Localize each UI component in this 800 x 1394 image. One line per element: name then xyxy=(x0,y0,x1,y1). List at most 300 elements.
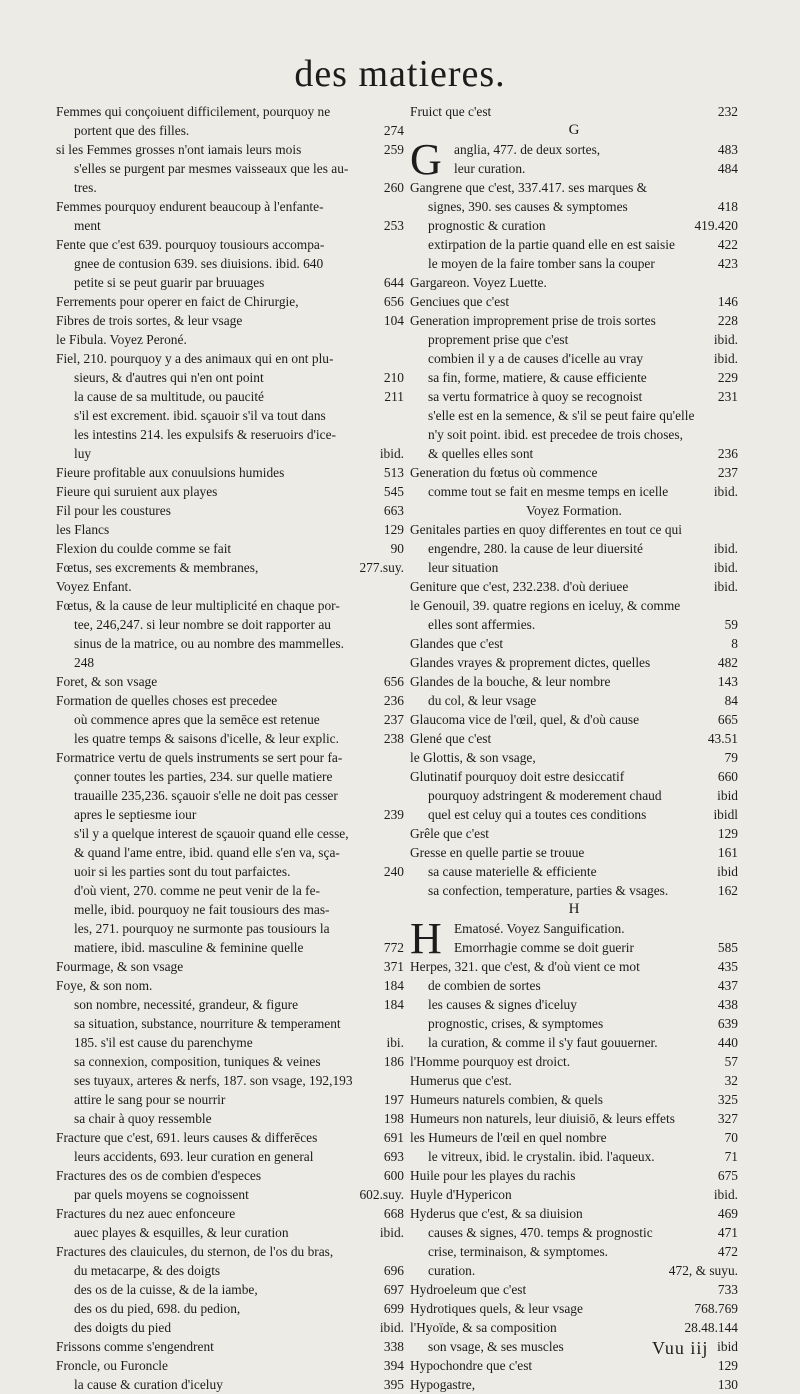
index-entry-page-ref: 768.769 xyxy=(691,1299,738,1318)
index-entry xyxy=(56,995,404,1014)
index-entry-text: & quand l'ame entre, ibid. quand elle s'en va, sça- xyxy=(74,845,340,860)
index-entry-page-ref: ibid. xyxy=(711,482,738,501)
index-entry-text: la cause de sa multitude, ou paucité xyxy=(74,389,265,404)
index-entry-page-ref: 129 xyxy=(381,520,404,539)
index-entry xyxy=(56,1318,404,1337)
index-entry-page-ref: 253 xyxy=(381,216,404,235)
index-entry-page-ref: ibid. xyxy=(377,444,404,463)
index-entry-page-ref: 129 xyxy=(715,824,738,843)
index-entry-page-ref: 644 xyxy=(381,273,404,292)
index-entry xyxy=(410,273,738,292)
index-entry-text: s'il y a quelque interest de sçauoir quand elle cesse, xyxy=(74,826,349,841)
index-entry-page-ref: 325 xyxy=(715,1090,738,1109)
index-entry xyxy=(56,1090,404,1109)
index-entry xyxy=(410,824,738,843)
index-entry xyxy=(56,1109,404,1128)
index-entry xyxy=(410,1261,738,1280)
index-entry xyxy=(410,900,738,919)
index-entry-text: Femmes pourquoy endurent beaucoup à l'enfante- xyxy=(56,199,324,214)
index-entry xyxy=(410,558,738,577)
index-entry xyxy=(56,1337,404,1356)
index-entry-text: n'y soit point. ibid. est precedee de trois choses, xyxy=(428,427,683,442)
index-entry xyxy=(410,501,738,520)
index-entry-page-ref: 471 xyxy=(715,1223,738,1242)
index-entry-text: les, 271. pourquoy ne surmonte pas tousiours la xyxy=(74,921,330,936)
index-entry-text: Fiel, 210. pourquoy y a des animaux qui en ont plu- xyxy=(56,351,334,366)
index-entry-page-ref: 697 xyxy=(381,1280,404,1299)
index-entry-text: sa chair à quoy ressemble xyxy=(74,1111,212,1126)
index-entry-text: tee, 246,247. si leur nombre se doit rapporter au xyxy=(74,617,331,632)
index-entry xyxy=(410,843,738,862)
index-entry xyxy=(410,178,738,197)
index-entry xyxy=(410,995,738,1014)
index-entry-text: signes, 390. ses causes & symptomes xyxy=(428,199,628,214)
index-entry-text: & quelles elles sont xyxy=(428,446,534,461)
index-entry-page-ref: 277.suy. xyxy=(356,558,404,577)
index-entry-page-ref: 259 xyxy=(381,140,404,159)
index-entry xyxy=(410,767,738,786)
index-entry xyxy=(410,710,738,729)
index-entry-text: apres le septiesme iour xyxy=(74,807,197,822)
index-entry-page-ref: 483 xyxy=(715,140,738,159)
index-entry-page-ref: 186 xyxy=(381,1052,404,1071)
index-entry-page-ref: 691 xyxy=(381,1128,404,1147)
index-entry-text: d'où vient, 270. comme ne peut venir de la fe- xyxy=(74,883,320,898)
index-entry-text: Gargareon. Voyez Luette. xyxy=(410,275,547,290)
index-entry-text: Humeurs non naturels, leur diuisiō, & leurs effets xyxy=(410,1111,675,1126)
index-entry-text: le Glottis, & son vsage, xyxy=(410,750,536,765)
index-entry xyxy=(56,216,404,235)
index-entry-text: Fente que c'est 639. pourquoy tousiours accompa- xyxy=(56,237,325,252)
index-entry xyxy=(410,330,738,349)
index-entry xyxy=(410,881,738,900)
index-entry-text: 248 xyxy=(74,655,95,670)
index-entry-text: pourquoy adstringent & moderement chaud xyxy=(428,788,662,803)
index-entry xyxy=(410,1280,738,1299)
index-entry-text: proprement prise que c'est xyxy=(428,332,569,347)
index-entry-page-ref: 639 xyxy=(715,1014,738,1033)
index-entry-text: s'elles se purgent par mesmes vaisseaux que les au- xyxy=(74,161,349,176)
index-entry-text: son nombre, necessité, grandeur, & figure xyxy=(74,997,299,1012)
index-entry-text: portent que des filles. xyxy=(74,123,190,138)
index-entry-text: Generation du fœtus où commence xyxy=(410,465,598,480)
index-entry-text: le vitreux, ibid. le crystalin. ibid. l'aqueux. xyxy=(428,1149,655,1164)
index-entry-text: Humeurs naturels combien, & quels xyxy=(410,1092,604,1107)
index-entry-page-ref: ibid. xyxy=(711,330,738,349)
index-entry-page-ref: 469 xyxy=(715,1204,738,1223)
index-entry xyxy=(410,1090,738,1109)
index-entry xyxy=(56,577,404,596)
index-entry-text: gnee de contusion 639. ses diuisions. ibid. 640 xyxy=(74,256,324,271)
index-entry xyxy=(410,1299,738,1318)
index-entry-page-ref: ibid. xyxy=(711,349,738,368)
index-entry xyxy=(410,805,738,824)
index-entry-page-ref: 733 xyxy=(715,1280,738,1299)
index-entry-text: Huile pour les playes du rachis xyxy=(410,1168,576,1183)
index-entry-text: Ferrements pour operer en faict de Chirurgie, xyxy=(56,294,299,309)
index-entry-page-ref: 440 xyxy=(715,1033,738,1052)
index-entry xyxy=(56,425,404,444)
index-entry xyxy=(56,520,404,539)
index-entry xyxy=(410,691,738,710)
index-entry-text: Fractures du nez auec enfonceure xyxy=(56,1206,236,1221)
index-entry-text: Herpes, 321. que c'est, & d'où vient ce mot xyxy=(410,959,640,974)
index-entry xyxy=(56,710,404,729)
index-entry-text: ment xyxy=(74,218,101,233)
index-entry-text: du metacarpe, & des doigts xyxy=(74,1263,221,1278)
index-entry xyxy=(56,482,404,501)
index-entry xyxy=(56,501,404,520)
index-entry-text: s'il est excrement. ibid. sçauoir s'il va tout dans xyxy=(74,408,326,423)
index-entry-page-ref: 600 xyxy=(381,1166,404,1185)
index-entry-page-ref: 197 xyxy=(381,1090,404,1109)
index-entry xyxy=(410,311,738,330)
index-entry-text: la cause & curation d'iceluy xyxy=(74,1377,223,1392)
index-entry xyxy=(410,368,738,387)
index-entry-page-ref: ibid. xyxy=(377,1318,404,1337)
index-entry-text: auec playes & esquilles, & leur curation xyxy=(74,1225,289,1240)
index-entry-text: sa vertu formatrice à quoy se recognoist xyxy=(428,389,643,404)
index-entry-text: Huyle d'Hypericon xyxy=(410,1187,512,1202)
index-entry-text: Glaucoma vice de l'œil, quel, & d'où cause xyxy=(410,712,640,727)
index-entry-page-ref: 231 xyxy=(715,387,738,406)
index-entry-page-ref: 57 xyxy=(722,1052,738,1071)
index-entry-page-ref: 545 xyxy=(381,482,404,501)
index-entry-page-ref: 104 xyxy=(381,311,404,330)
index-entry xyxy=(56,938,404,957)
index-entry-text: Foye, & son nom. xyxy=(56,978,153,993)
index-entry xyxy=(56,235,404,254)
index-entry-text: prognostic & curation xyxy=(428,218,546,233)
index-entry-text: Gresse en quelle partie se trouue xyxy=(410,845,585,860)
page-signature: Vuu iij xyxy=(652,1338,709,1358)
index-entry xyxy=(410,1223,738,1242)
index-entry-text: Voyez Formation. xyxy=(526,503,622,518)
index-entry xyxy=(56,1242,404,1261)
index-entry xyxy=(56,976,404,995)
index-entry xyxy=(56,1166,404,1185)
index-entry-text: Foret, & son vsage xyxy=(56,674,158,689)
index-entry-text: sa situation, substance, nourriture & temperament xyxy=(74,1016,341,1031)
index-entry xyxy=(410,976,738,995)
index-entry-text: comme tout se fait en mesme temps en icelle xyxy=(428,484,669,499)
index-entry xyxy=(56,1185,404,1204)
index-entry xyxy=(410,254,738,273)
index-entry xyxy=(56,159,404,178)
index-entry-text: attire le sang pour se nourrir xyxy=(74,1092,226,1107)
index-entry-page-ref: 665 xyxy=(715,710,738,729)
index-entry-page-ref: 184 xyxy=(381,995,404,1014)
index-entry-text: Humerus que c'est. xyxy=(410,1073,512,1088)
index-entry-text: Glandes que c'est xyxy=(410,636,504,651)
index-entry-page-ref: 239 xyxy=(381,805,404,824)
index-entry-text: extirpation de la partie quand elle en est saisie xyxy=(428,237,675,252)
index-entry-text: les Humeurs de l'œil en quel nombre xyxy=(410,1130,607,1145)
index-entry-text: leur curation. xyxy=(454,161,526,176)
index-entry-page-ref: ibid. xyxy=(711,1185,738,1204)
index-entry-page-ref: 419.420 xyxy=(691,216,738,235)
index-entry-page-ref: 8 xyxy=(728,634,738,653)
index-entry-text: leur situation xyxy=(428,560,499,575)
index-entry xyxy=(56,311,404,330)
index-entry-page-ref: 772 xyxy=(381,938,404,957)
index-entry-text: quel est celuy qui a toutes ces conditions xyxy=(428,807,647,822)
index-entry-page-ref: 237 xyxy=(715,463,738,482)
index-entry-text: Hypogastre, xyxy=(410,1377,476,1392)
index-entry xyxy=(56,102,404,121)
index-entry-text: Fruict que c'est xyxy=(410,104,492,119)
index-entry-text: luy xyxy=(74,446,92,461)
index-entry xyxy=(410,463,738,482)
index-entry-text: Fieure profitable aux conuulsions humides xyxy=(56,465,285,480)
index-entry-text: des os du pied, 698. du pedion, xyxy=(74,1301,241,1316)
index-entry-text: Frissons comme s'engendrent xyxy=(56,1339,214,1354)
index-entry-text: Glutinatif pourquoy doit estre desiccatif xyxy=(410,769,625,784)
index-entry-text: sa confection, temperature, parties & vsages. xyxy=(428,883,669,898)
index-entry xyxy=(410,653,738,672)
index-entry-page-ref: ibid xyxy=(714,786,738,805)
index-entry-page-ref: 143 xyxy=(715,672,738,691)
index-entry xyxy=(410,1166,738,1185)
index-entry xyxy=(410,482,738,501)
index-entry xyxy=(56,406,404,425)
index-entry xyxy=(56,444,404,463)
index-entry-text: Fœtus, ses excrements & membranes, xyxy=(56,560,259,575)
index-entry xyxy=(56,1375,404,1394)
index-entry-page-ref: 146 xyxy=(715,292,738,311)
index-entry-text: tres. xyxy=(74,180,97,195)
index-entry-page-ref: 240 xyxy=(381,862,404,881)
index-column-right xyxy=(410,102,738,1394)
index-entry xyxy=(56,1128,404,1147)
index-entry xyxy=(56,824,404,843)
index-entry-text: Hypochondre que c'est xyxy=(410,1358,533,1373)
index-entry-text: 185. s'il est cause du parenchyme xyxy=(74,1035,253,1050)
index-entry-page-ref: 184 xyxy=(381,976,404,995)
index-entry-text: Fracture que c'est, 691. leurs causes & differēces xyxy=(56,1130,318,1145)
index-entry-page-ref: ibid. xyxy=(377,1223,404,1242)
index-entry xyxy=(56,1356,404,1375)
index-entry-text: Fœtus, & la cause de leur multiplicité en chaque por- xyxy=(56,598,340,613)
index-entry-text: Formatrice vertu de quels instruments se sert pour fa- xyxy=(56,750,343,765)
index-entry-page-ref: 260 xyxy=(381,178,404,197)
index-entry xyxy=(56,1280,404,1299)
index-entry-text: Hydroeleum que c'est xyxy=(410,1282,527,1297)
index-entry-text: Geniture que c'est, 232.238. d'où deriuee xyxy=(410,579,629,594)
index-entry xyxy=(56,1071,404,1090)
index-entry-page-ref: ibid xyxy=(714,862,738,881)
index-entry-text: G xyxy=(568,122,580,138)
index-entry xyxy=(410,1204,738,1223)
index-entry-text: les causes & signes d'iceluy xyxy=(428,997,577,1012)
index-entry-page-ref: 198 xyxy=(381,1109,404,1128)
index-entry-text: prognostic, crises, & symptomes xyxy=(428,1016,604,1031)
index-entry-text: Ematosé. Voyez Sanguification. xyxy=(454,921,625,936)
index-entry-page-ref: 472, & suyu. xyxy=(666,1261,738,1280)
index-entry-text: petite si se peut guarir par bruuages xyxy=(74,275,265,290)
index-entry-page-ref: 129 xyxy=(715,1356,738,1375)
index-entry xyxy=(56,957,404,976)
index-entry-page-ref: 371 xyxy=(381,957,404,976)
index-entry xyxy=(56,121,404,140)
index-entry-text: Hyderus que c'est, & sa diuision xyxy=(410,1206,583,1221)
index-entry xyxy=(56,900,404,919)
index-entry-page-ref: 130 xyxy=(715,1375,738,1394)
index-entry-page-ref: 394 xyxy=(381,1356,404,1375)
index-entry-text: Fractures des clauicules, du sternon, de l'os du bras, xyxy=(56,1244,334,1259)
index-entry-page-ref: 237 xyxy=(381,710,404,729)
index-entry-page-ref: 228 xyxy=(715,311,738,330)
index-entry-text: le Genouil, 39. quatre regions en iceluy, & comme xyxy=(410,598,681,613)
index-entry xyxy=(56,368,404,387)
index-entry-text: de combien de sortes xyxy=(428,978,541,993)
index-entry xyxy=(56,862,404,881)
index-entry-text: Fil pour les coustures xyxy=(56,503,171,518)
index-entry xyxy=(410,1109,738,1128)
index-entry xyxy=(56,786,404,805)
index-entry-page-ref: 422 xyxy=(715,235,738,254)
index-entry xyxy=(410,596,738,615)
index-entry-page-ref: 668 xyxy=(381,1204,404,1223)
index-entry xyxy=(410,235,738,254)
index-entry-page-ref: 162 xyxy=(715,881,738,900)
index-entry xyxy=(410,1375,738,1394)
index-entry-page-ref: 472 xyxy=(715,1242,738,1261)
index-entry-page-ref: 482 xyxy=(715,653,738,672)
index-entry-page-ref: 437 xyxy=(715,976,738,995)
index-entry-text: l'Homme pourquoy est droict. xyxy=(410,1054,571,1069)
index-entry xyxy=(56,919,404,938)
index-entry xyxy=(410,102,738,121)
index-entry-text: si les Femmes grosses n'ont iamais leurs mois xyxy=(56,142,302,157)
index-entry xyxy=(56,1299,404,1318)
index-entry xyxy=(410,938,738,957)
index-entry-text: ses tuyaux, arteres & nerfs, 187. son vsage, 192,193 xyxy=(74,1073,353,1088)
index-entry-text: l'Hyoïde, & sa composition xyxy=(410,1320,557,1335)
index-entry xyxy=(410,425,738,444)
index-entry-text: leurs accidents, 693. leur curation en general xyxy=(74,1149,314,1164)
index-entry-text: Glandes de la bouche, & leur nombre xyxy=(410,674,611,689)
index-entry-text: çonner toutes les parties, 234. sur quelle matiere xyxy=(74,769,333,784)
index-entry xyxy=(410,1242,738,1261)
index-entry-text: le Fibula. Voyez Peroné. xyxy=(56,332,187,347)
index-entry-page-ref: ibidl xyxy=(710,805,738,824)
index-entry xyxy=(410,1147,738,1166)
index-entry-text: melle, ibid. pourquoy ne fait tousiours des mas- xyxy=(74,902,330,917)
index-entry-page-ref: 236 xyxy=(715,444,738,463)
index-entry-page-ref: 90 xyxy=(388,539,404,558)
index-entry-page-ref: 338 xyxy=(381,1337,404,1356)
index-entry-page-ref: 395 xyxy=(381,1375,404,1394)
drop-cap-letter: H xyxy=(410,914,442,963)
index-entry xyxy=(56,463,404,482)
index-entry xyxy=(56,615,404,634)
index-entry xyxy=(56,330,404,349)
index-entry-page-ref: 696 xyxy=(381,1261,404,1280)
index-entry xyxy=(56,805,404,824)
index-entry xyxy=(410,862,738,881)
index-entry-text: Glandes vrayes & proprement dictes, quelles xyxy=(410,655,651,670)
index-entry-page-ref: 274 xyxy=(381,121,404,140)
index-entry xyxy=(56,1147,404,1166)
drop-cap-letter: G xyxy=(410,135,442,184)
index-entry xyxy=(56,140,404,159)
index-entry xyxy=(56,1223,404,1242)
index-entry xyxy=(56,634,404,653)
index-entry-text: causes & signes, 470. temps & prognostic xyxy=(428,1225,653,1240)
index-entry-page-ref: ibi. xyxy=(384,1033,404,1052)
index-entry xyxy=(56,558,404,577)
index-entry xyxy=(410,349,738,368)
index-entry-text: curation. xyxy=(428,1263,476,1278)
index-entry-page-ref: 84 xyxy=(722,691,738,710)
index-entry xyxy=(56,843,404,862)
index-entry-text: Hydrotiques quels, & leur vsage xyxy=(410,1301,583,1316)
index-entry xyxy=(56,729,404,748)
index-entry xyxy=(56,292,404,311)
index-entry xyxy=(410,539,738,558)
index-entry-page-ref: ibid xyxy=(714,1337,738,1356)
index-entry xyxy=(56,539,404,558)
index-entry-page-ref: 418 xyxy=(715,197,738,216)
index-entry-page-ref: 438 xyxy=(715,995,738,1014)
index-entry-text: Generation improprement prise de trois sortes xyxy=(410,313,656,328)
index-entry xyxy=(410,292,738,311)
index-entry xyxy=(410,216,738,235)
index-entry-page-ref: 236 xyxy=(381,691,404,710)
index-entry-page-ref: 238 xyxy=(381,729,404,748)
index-entry-text: Grêle que c'est xyxy=(410,826,489,841)
index-entry-page-ref: 79 xyxy=(722,748,738,767)
index-entry-page-ref: 229 xyxy=(715,368,738,387)
index-entry-page-ref: 435 xyxy=(715,957,738,976)
index-entry-page-ref: 210 xyxy=(381,368,404,387)
index-entry-text: engendre, 280. la cause de leur diuersité xyxy=(428,541,643,556)
index-entry-text: uoir si les parties sont du tout parfaictes. xyxy=(74,864,291,879)
index-entry-text: la curation, & comme il s'y faut gouuerner. xyxy=(428,1035,658,1050)
index-entry-page-ref: ibid. xyxy=(711,558,738,577)
index-entry xyxy=(56,748,404,767)
index-entry-page-ref: 59 xyxy=(722,615,738,634)
index-entry-page-ref: 28.48.144 xyxy=(681,1318,738,1337)
index-entry-text: sieurs, & d'autres qui n'en ont point xyxy=(74,370,264,385)
index-entry-page-ref: 656 xyxy=(381,672,404,691)
index-entry xyxy=(410,387,738,406)
index-entry-text: Glené que c'est xyxy=(410,731,492,746)
index-entry-page-ref: 161 xyxy=(715,843,738,862)
index-entry xyxy=(410,577,738,596)
index-entry-page-ref: ibid. xyxy=(711,539,738,558)
index-entry-page-ref: 484 xyxy=(715,159,738,178)
index-entry xyxy=(410,444,738,463)
index-entry-page-ref: 656 xyxy=(381,292,404,311)
index-entry xyxy=(56,1014,404,1033)
index-entry xyxy=(56,767,404,786)
index-entry-text: Formation de quelles choses est precedee xyxy=(56,693,278,708)
index-entry xyxy=(410,1128,738,1147)
index-entry-text: H xyxy=(568,901,580,917)
index-entry-page-ref: 232 xyxy=(715,102,738,121)
index-entry-text: Genciues que c'est xyxy=(410,294,510,309)
index-entry xyxy=(410,615,738,634)
index-entry xyxy=(410,121,738,140)
index-entry-text: elles sont affermies. xyxy=(428,617,536,632)
index-entry-page-ref: 585 xyxy=(715,938,738,957)
index-entry-text: les intestins 214. les expulsifs & reseruoirs d'ice- xyxy=(74,427,336,442)
index-entry-text: le moyen de la faire tomber sans la couper xyxy=(428,256,655,271)
index-entry-page-ref: 663 xyxy=(381,501,404,520)
index-entry xyxy=(56,349,404,368)
